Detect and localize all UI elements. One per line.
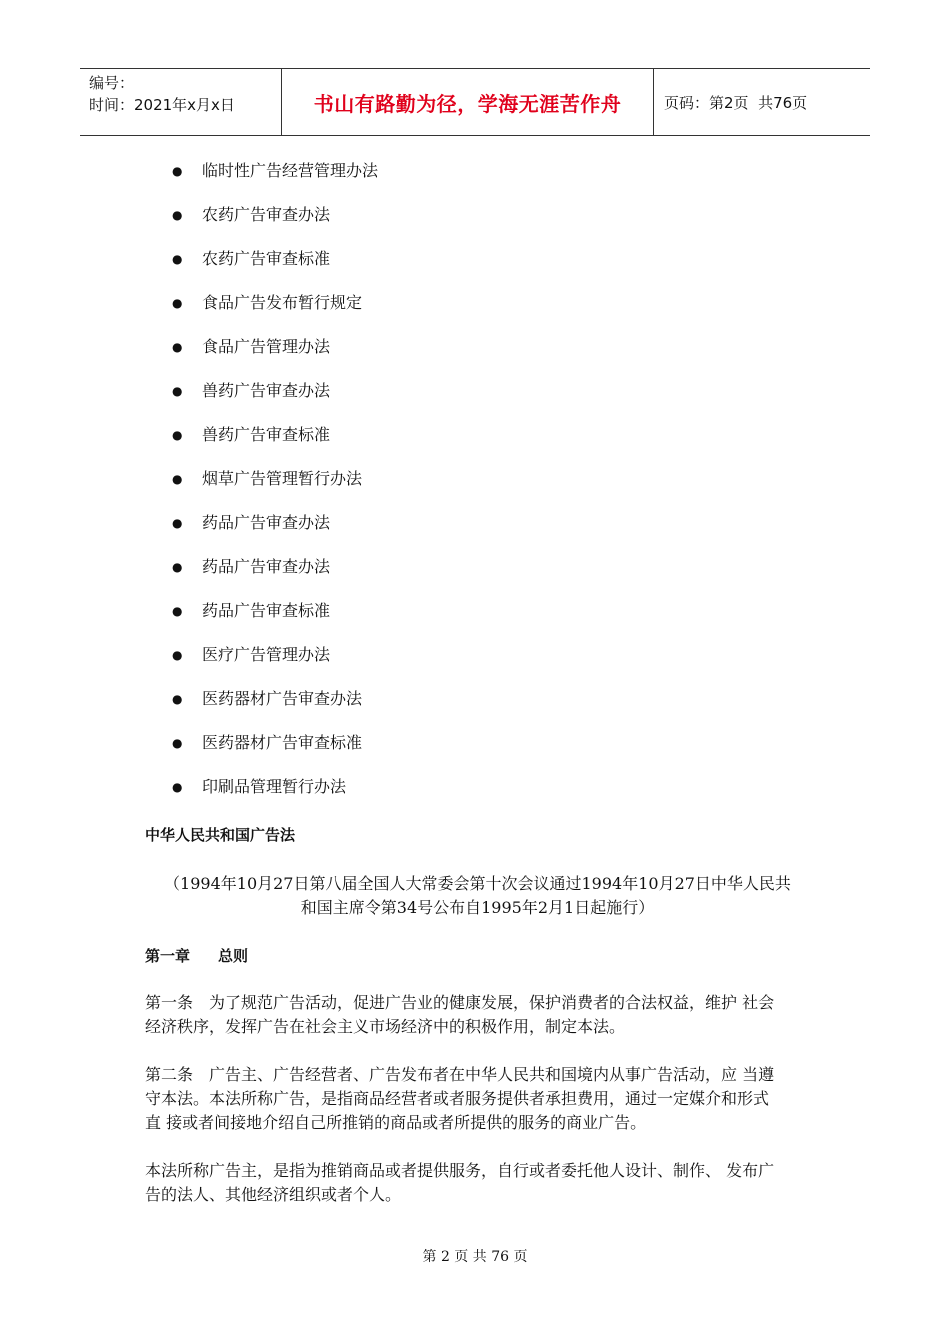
regulation-list [172,149,378,809]
bullet-icon: ● [172,428,183,442]
law-title: 中华人民共和国广告法 [145,826,296,844]
chapter-label: 第一章 [145,947,191,965]
list-item: ● 医药器材广告审查标准 [172,721,378,765]
bullet-icon: ● [172,604,183,618]
article-1: 第一条 为了规范广告活动，促进广告业的健康发展，保护消费者的合法权益，维护 社会 经济秩序，发挥广告在社会主义市场经济中的积极作用，制定本法。 [145,993,775,1036]
list-item: ● 药品广告审查办法 [172,501,378,545]
list-item: ● 食品广告管理办法 [172,325,378,369]
header-page-info-cell [654,69,870,135]
list-item: ● 药品广告审查办法 [172,545,378,589]
article-2: 第二条 广告主、广告经营者、广告发布者在中华人民共和国境内从事广告活动，应 当遵 守本法。本法所称广告，是指商品经营者或者服务提供者承担费用，通过一定媒介和形式 直 接或者间接地介绍自己所推销的商品或者所提供的服务的商业广告。 [145,1065,775,1132]
list-item: ● 烟草广告管理暂行办法 [172,457,378,501]
bullet-icon: ● [172,252,183,266]
list-item: ● 农药广告审查标准 [172,237,378,281]
list-item: ● 兽药广告审查办法 [172,369,378,413]
bullet-icon: ● [172,208,183,222]
page-footer: 第 2 页 共 76 页 [422,1249,528,1265]
list-item: ● 印刷品管理暂行办法 [172,765,378,809]
page-header [80,68,870,136]
bullet-icon: ● [172,296,183,310]
bullet-icon: ● [172,516,183,530]
law-enactment-note: （1994年10月27日第八届全国人大常委会第十次会议通过1994年10月27日中华人民共 和国主席令第34号公布自1995年2月1日起施行） [164,874,791,917]
paragraph-advertiser-definition: 本法所称广告主，是指为推销商品或者提供服务，自行或者委托他人设计、制作、 发布广 告的法人、其他经济组织或者个人。 [145,1161,775,1204]
bullet-icon: ● [172,780,183,794]
list-item: ● 兽药广告审查标准 [172,413,378,457]
bullet-icon: ● [172,736,183,750]
bullet-icon: ● [172,384,183,398]
list-item: ● 农药广告审查办法 [172,193,378,237]
list-item: ● 医药器材广告审查办法 [172,677,378,721]
bullet-icon: ● [172,340,183,354]
chapter-heading [145,944,810,968]
page-info: 页码：第2页 共76页 [664,93,808,112]
header-motto-cell [282,69,654,135]
bullet-icon: ● [172,560,183,574]
motto: 书山有路勤为径，学海无涯苦作舟 [313,91,622,116]
bullet-icon: ● [172,692,183,706]
bullet-icon: ● [172,648,183,662]
time-label: 时间：2021年x月x日 [89,96,235,114]
list-item: ● 食品广告发布暂行规定 [172,281,378,325]
bullet-icon: ● [172,472,183,486]
header-meta [80,69,282,135]
list-item: ● 医疗广告管理办法 [172,633,378,677]
bullet-icon: ● [172,164,183,178]
chapter-name: 总则 [218,947,249,965]
list-item: ● 药品广告审查标准 [172,589,378,633]
number-label: 编号： [89,74,135,92]
list-item: ● 临时性广告经营管理办法 [172,149,378,193]
